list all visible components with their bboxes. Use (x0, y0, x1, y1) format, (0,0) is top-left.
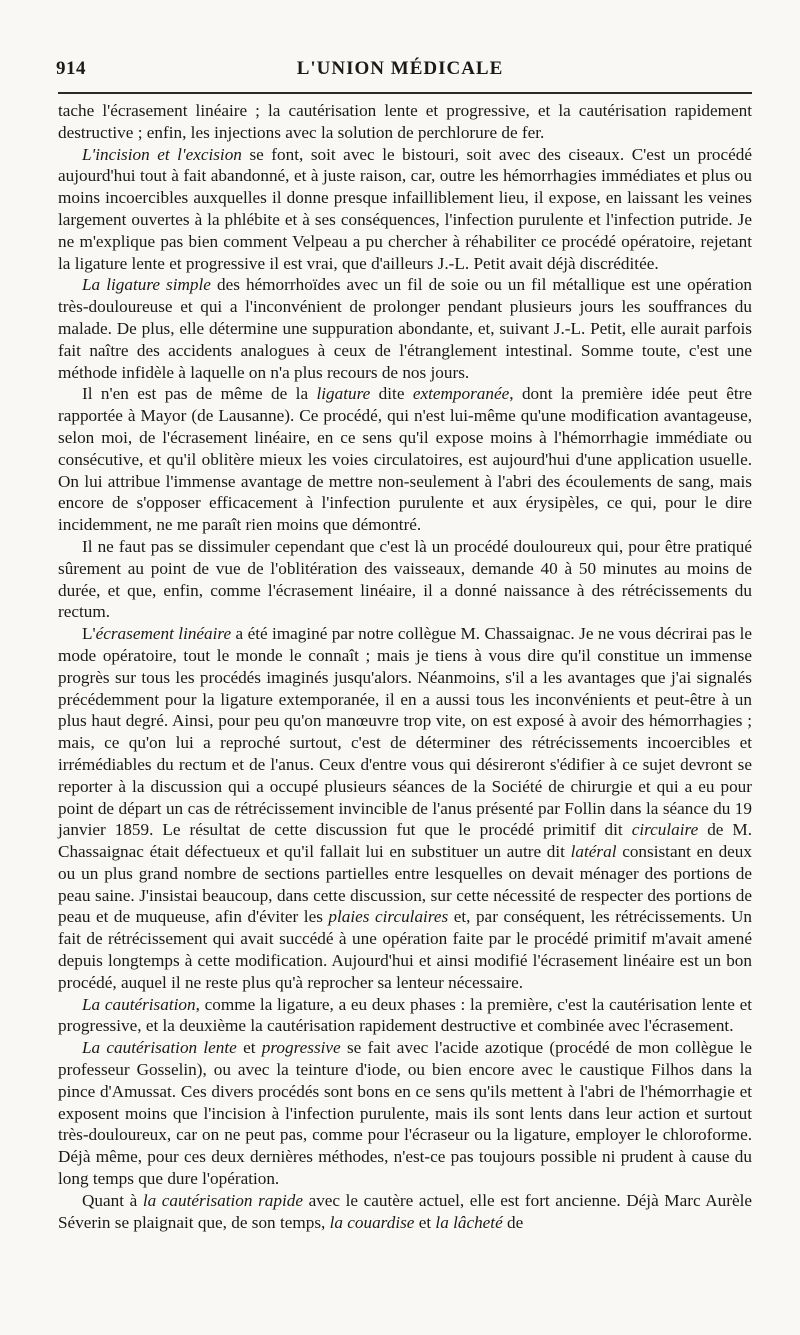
italic-term: latéral (570, 842, 617, 862)
italic-term: progressive (261, 1038, 341, 1058)
text-run: de M. Chassaignac était défectueux et qu'il fallait lui en substituer un autre dit (58, 820, 752, 862)
italic-term: La ligature simple (82, 275, 211, 295)
text-run: Quant à (82, 1190, 143, 1210)
italic-term: extemporanée (412, 384, 510, 404)
page-number: 914 (56, 58, 86, 79)
paragraph (58, 1037, 752, 1190)
paragraph (58, 100, 752, 144)
italic-term: écrasement linéaire (95, 624, 232, 644)
italic-term: L'incision et l'excision (82, 144, 242, 164)
header-rule (58, 92, 752, 94)
text-run: se font, soit avec le bistouri, soit avec des ciseaux. C'est un procédé aujourd'hui tout à fait abandonné, et à juste raison, car, outre les hémorrhagies immédiates et plus ou moins incoercibles auxquelles il donne presque infailliblement lieu, il expose, en laissant les veines largement ouvertes à la phlébite et à ses conséquences, l'infection purulente et l'infection putride. Je ne m'explique pas bien comment Velpeau a pu chercher à réhabiliter ce procédé opératoire, rejetant la ligature lente et progressive il est vrai, que d'ailleurs J.-L. Petit avait déjà discréditée. (58, 144, 753, 273)
article-body (58, 100, 752, 1233)
italic-term: la lâcheté (435, 1212, 503, 1232)
paragraph (58, 274, 752, 383)
page-header (0, 50, 800, 90)
text-run: , comme la ligature, a eu deux phases : la première, c'est la cautérisation lente et progressive, et la deuxième la cautérisation rapidement destructive et combinée avec l'écrasement. (58, 994, 753, 1036)
paragraph (58, 383, 752, 536)
text-run: et (414, 1212, 436, 1232)
italic-term: ligature (316, 384, 371, 404)
text-run: se fait avec l'acide azotique (procédé de mon collègue le professeur Gosselin), ou avec la teinture d'iode, ou bien encore avec le caustique Filhos dans la pince d'Amussat. Ces divers procédés sont bons en ce sens qu'ils mettent à l'abri de l'hémorrhagie et exposent moins que l'incision à l'infection purulente, mais ils sont lents dans leur action et surtout très-douloureux, car on ne peut pas, comme pour l'écraseur ou la ligature, employer le chloroforme. Déjà même, pour ces deux dernières méthodes, n'est-ce pas toujours possible ni prudent à cause du long temps que dure l'opération. (58, 1038, 752, 1189)
text-run: , dont la première idée peut être rapportée à Mayor (de Lausanne). Ce procédé, qui n'est lui-même qu'une modification avantageuse, selon moi, de l'écrasement linéaire, en ce sens qu'il expose moins à l'hémorrhagie immédiate ou consécutive, et qu'il oblitère mieux les voies circulatoires, est aujourd'hui d'une application usuelle. On lui attribue l'immense avantage de mettre non-seulement à l'abri des écoulements de sang, mais encore de s'opposer efficacement à l'infection purulente et aux érysipèles, ce qui, pour le dire incidemment, ne me paraît rien moins que démontré. (58, 384, 752, 535)
paragraph (58, 1190, 752, 1234)
text-run: L' (82, 624, 96, 644)
paragraph (58, 623, 752, 994)
text-run: des hémorrhoïdes avec un fil de soie ou un fil métallique est une opération très-douloureuse et qui a l'inconvénient de prolonger pendant plusieurs jours les souffrances du malade. De plus, elle détermine une suppuration abondante, et, suivant J.-L. Petit, elle aurait parfois fait naître des accidents analogues à ceux de l'étranglement intestinal. Somme toute, c'est une méthode infidèle à laquelle on n'a plus recours de nos jours. (58, 275, 753, 382)
text-run: Il ne faut pas se dissimuler cependant que c'est là un procédé douloureux qui, pour être pratiqué sûrement au point de vue de l'oblitération des vaisseaux, demande 40 à 50 minutes au moins de durée, et que, enfin, comme l'écrasement linéaire, il a donné naissance à des rétrécissements du rectum. (58, 536, 752, 622)
italic-term: la couardise (329, 1212, 415, 1232)
text-run: consistant en deux ou un plus grand nombre de sections partielles entre lesquelles on devait ménager des portions de peau saine. J'insistai beaucoup, dans cette discussion, sur cette nécessité de respecter des portions de peau et de muqueuse, afin d'éviter les (58, 842, 752, 927)
paragraph (58, 994, 752, 1038)
italic-term: circulaire (631, 820, 699, 840)
text-run: et (236, 1038, 262, 1058)
text-run: et, par conséquent, les rétrécissements. Un fait de rétrécissement qui avait succédé à une opération faite par le procédé primitif m'avait amené depuis longtemps à cette modification. Aujourd'hui et ainsi modifié l'écrasement linéaire est un bon procédé, auquel il ne reste plus qu'à reprocher sa lenteur nécessaire. (58, 907, 752, 992)
paragraph (58, 536, 752, 623)
running-head-title: L'UNION MÉDICALE (296, 58, 504, 79)
text-run: de (502, 1212, 524, 1232)
text-run: a été imaginé par notre collègue M. Chassaignac. Je ne vous décrirai pas le mode opératoire, tout le monde le connaît ; mais je tiens à vous dire qu'il constitue un immense progrès sur tous les procédés imaginés jusqu'alors. Néanmoins, s'il a les avantages que j'ai signalés précédemment pour la ligature extemporanée, il en a aussi tous les inconvénients et peut-être à un plus haut degré. Ainsi, pour peu qu'on manœuvre trop vite, on est exposé à avoir des hémorrhagies ; mais, ce qu'on lui a reproché surtout, c'est de déterminer des rétrécissements incoercibles et irrémédiables du rectum et de l'anus. Ceux d'entre vous qui désireront s'édifier à ce sujet devront se reporter à la discussion qui a occupé plusieurs séances de la Société de chirurgie et qui a eu pour point de départ un cas de rétrécissement invincible de l'anus présenté par Follin dans la séance du 19 janvier 1859. Le résultat de cette discussion fut que le procédé primitif dit (58, 624, 752, 840)
italic-term: plaies circulaires (328, 907, 449, 927)
italic-term: la cautérisation rapide (142, 1190, 303, 1210)
italic-term: La cautérisation lente (82, 1038, 237, 1058)
text-run: Il n'en est pas de même de la (82, 384, 317, 404)
italic-term: La cautérisation (82, 994, 196, 1014)
text-run: avec le cautère actuel, elle est fort ancienne. Déjà Marc Aurèle Séverin se plaignait que, de son temps, (58, 1190, 752, 1232)
paragraph (58, 144, 752, 275)
text-run: dite (370, 384, 413, 404)
text-run: tache l'écrasement linéaire ; la cautérisation lente et progressive, et la cautérisation rapidement destructive ; enfin, les injections avec la solution de perchlorure de fer. (58, 101, 752, 142)
